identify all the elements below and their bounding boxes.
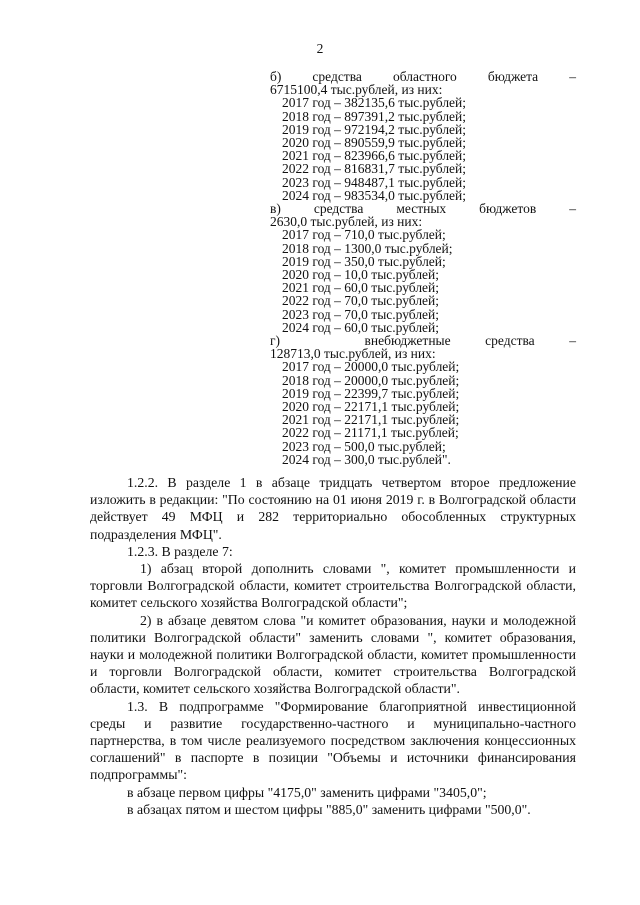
- regional-year-line: 2023 год – 948487,1 тыс.рублей;: [282, 174, 467, 190]
- local-year-line: 2017 год – 710,0 тыс.рублей;: [282, 227, 446, 243]
- regional-budget-heading: б) средства областного бюджета –: [270, 69, 576, 84]
- extrabudget-year-line: 2023 год – 500,0 тыс.рублей;: [282, 438, 446, 454]
- local-year-line: 2020 год – 10,0 тыс.рублей;: [282, 267, 440, 283]
- extrabudget-heading: г) внебюджетные средства –: [270, 333, 576, 349]
- paragraph-1-2-2: 1.2.2. В разделе 1 в абзаце тридцать четвертом второе предложение изложить в редакции: "По состоянию на 01 июня 2019 г. в Волгоградской области действует 49 МФЦ и 282 территориально обособленных структурных подразделения МФЦ".: [90, 475, 576, 542]
- regional-year-line: 2020 год – 890559,9 тыс.рублей;: [282, 135, 467, 151]
- extrabudget-year-line: 2024 год – 300,0 тыс.рублей".: [282, 451, 451, 467]
- paragraph-1-2-3: 1.2.3. В разделе 7:: [127, 543, 233, 559]
- amendments-body: [90, 474, 576, 818]
- paragraph-fifth-sixth-abzac: в абзацах пятом и шестом цифры "885,0" заменить цифрами "500,0".: [127, 801, 531, 817]
- local-year-line: 2024 год – 60,0 тыс.рублей;: [282, 319, 440, 335]
- regional-budget-total: 6715100,4 тыс.рублей, из них:: [270, 82, 443, 98]
- paragraph-item-2: 2) в абзаце девятом слова "и комитет образования, науки и молодежной политики Волгоградской области" заменить словами ", комитет образования, науки и молодежной политики Волгоградской области, комитет промышленности и торговли Волгоградской области, комитет строительства Волгоградской области, комитет сельского хозяйства Волгоградской области".: [90, 612, 576, 697]
- extrabudget-year-line: 2022 год – 21171,1 тыс.рублей;: [282, 425, 459, 441]
- paragraph-first-abzac: в абзаце первом цифры "4175,0" заменить цифрами "3405,0";: [127, 784, 487, 800]
- extrabudget-year-line: 2019 год – 22399,7 тыс.рублей;: [282, 385, 460, 401]
- funding-sources-block: [270, 70, 576, 466]
- local-year-line: 2019 год – 350,0 тыс.рублей;: [282, 253, 446, 269]
- extrabudget-total: 128713,0 тыс.рублей, из них:: [270, 346, 436, 362]
- local-year-line: 2018 год – 1300,0 тыс.рублей;: [282, 240, 453, 256]
- local-budget-heading: в) средства местных бюджетов –: [270, 201, 576, 217]
- paragraph-item-1: 1) абзац второй дополнить словами ", комитет промышленности и торговли Волгоградской области, комитет строительства Волгоградской области, комитет сельского хозяйства Волгоградской области";: [90, 561, 576, 611]
- extrabudget-year-line: 2021 год – 22171,1 тыс.рублей;: [282, 412, 460, 428]
- regional-year-line: 2022 год – 816831,7 тыс.рублей;: [282, 161, 467, 177]
- extrabudget-year-line: 2017 год – 20000,0 тыс.рублей;: [282, 359, 460, 375]
- paragraph-1-3: 1.3. В подпрограмме "Формирование благоприятной инвестиционной среды и развитие государственно-частного и муниципально-частного партнерства, в том числе реализуемого посредством заключения концессионных соглашений" в паспорте в позиции "Объемы и источники финансирования подпрограммы":: [90, 698, 576, 783]
- local-year-line: 2021 год – 60,0 тыс.рублей;: [282, 280, 440, 296]
- local-year-line: 2023 год – 70,0 тыс.рублей;: [282, 306, 440, 322]
- extrabudget-year-line: 2018 год – 20000,0 тыс.рублей;: [282, 372, 460, 388]
- local-budget-total: 2630,0 тыс.рублей, из них:: [270, 214, 423, 230]
- local-year-line: 2022 год – 70,0 тыс.рублей;: [282, 293, 440, 309]
- regional-year-line: 2018 год – 897391,2 тыс.рублей;: [282, 108, 467, 124]
- extrabudget-year-line: 2020 год – 22171,1 тыс.рублей;: [282, 399, 460, 415]
- page-number: 2: [316, 41, 324, 56]
- regional-year-line: 2021 год – 823966,6 тыс.рублей;: [282, 148, 467, 164]
- regional-year-line: 2024 год – 983534,0 тыс.рублей;: [282, 187, 467, 203]
- regional-year-line: 2017 год – 382135,6 тыс.рублей;: [282, 95, 467, 111]
- regional-year-line: 2019 год – 972194,2 тыс.рублей;: [282, 121, 467, 137]
